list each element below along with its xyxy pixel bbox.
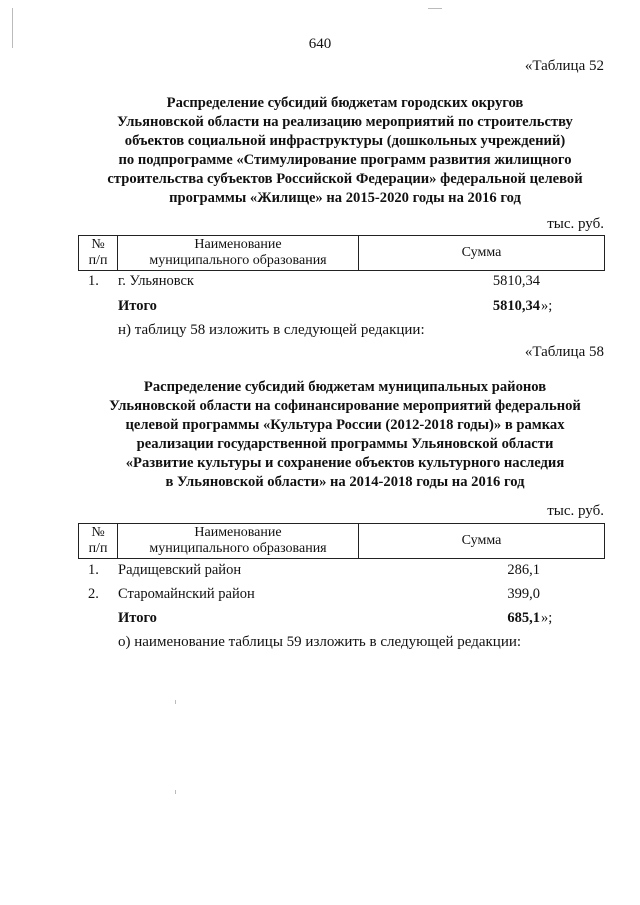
heading-line: строительства субъектов Российской Федерации» федеральной целевой: [107, 171, 583, 187]
row-sum: 5810,34: [492, 273, 540, 289]
total-suffix: »;: [541, 610, 553, 626]
total-suffix: »;: [541, 298, 553, 314]
row-number: 1.: [88, 273, 99, 289]
row-number: 1.: [88, 562, 99, 578]
column-header-number: № п/п: [79, 524, 118, 559]
row-name: Радищевский район: [118, 562, 242, 578]
column-header-number: № п/п: [79, 236, 118, 271]
column-header-name: Наименование муниципального образования: [118, 236, 359, 271]
table-row: [0, 273, 640, 293]
heading-line: Ульяновской области на реализацию мероприятий по строительству: [117, 114, 573, 130]
column-header-sum: Сумма: [359, 524, 605, 559]
heading-line: по подпрограмме «Стимулирование программ развития жилищного: [118, 152, 572, 168]
table-58-heading: [90, 378, 600, 492]
table-52-heading: [90, 94, 600, 208]
row-name: Старомайнский район: [118, 586, 255, 602]
column-header-name: Наименование муниципального образования: [118, 524, 359, 559]
row-name: г. Ульяновск: [118, 273, 194, 289]
heading-line: объектов социальной инфраструктуры (дошкольных учреждений): [124, 133, 566, 149]
column-header-sum: Сумма: [359, 236, 605, 271]
scan-artifact: [175, 700, 176, 704]
table-52-reference: «Таблица 52: [524, 58, 604, 74]
row-sum: 286,1: [507, 562, 540, 578]
paragraph-n: н) таблицу 58 изложить в следующей редакции:: [118, 322, 425, 338]
scan-artifact: [175, 790, 176, 794]
table-58-unit-label: тыс. руб.: [547, 503, 604, 519]
heading-line: Распределение субсидий бюджетам муниципальных районов: [143, 379, 547, 395]
heading-line: Распределение субсидий бюджетам городских округов: [166, 95, 524, 111]
table-row: [0, 586, 640, 606]
table-52-header: [78, 235, 605, 271]
table-58-reference: «Таблица 58: [524, 344, 604, 360]
page-number: 640: [308, 36, 332, 52]
heading-line: в Ульяновской области» на 2014-2018 годы на 2016 год: [165, 474, 525, 490]
heading-line: программы «Жилище» на 2015-2020 годы на 2016 год: [169, 190, 521, 206]
paragraph-o: о) наименование таблицы 59 изложить в следующей редакции:: [118, 634, 522, 650]
scan-artifact: [428, 8, 442, 9]
table-52-unit-label: тыс. руб.: [547, 216, 604, 232]
row-sum: 399,0: [507, 586, 540, 602]
table-total-row: [0, 298, 640, 318]
heading-line: Ульяновской области на софинансирование мероприятий федеральной: [109, 398, 581, 414]
table-58-header: [78, 523, 605, 559]
total-sum: 685,1: [507, 610, 540, 626]
heading-line: целевой программы «Культура России (2012-2018 годы)» в рамках: [125, 417, 565, 433]
row-number: 2.: [88, 586, 99, 602]
total-label: Итого: [118, 610, 157, 626]
heading-line: «Развитие культуры и сохранение объектов культурного наследия: [125, 455, 565, 471]
table-total-row: [0, 610, 640, 630]
table-row: [0, 562, 640, 582]
heading-line: реализации государственной программы Ульяновской области: [136, 436, 554, 452]
total-sum: 5810,34: [492, 298, 540, 314]
total-label: Итого: [118, 298, 157, 314]
scan-artifact: [12, 8, 13, 48]
